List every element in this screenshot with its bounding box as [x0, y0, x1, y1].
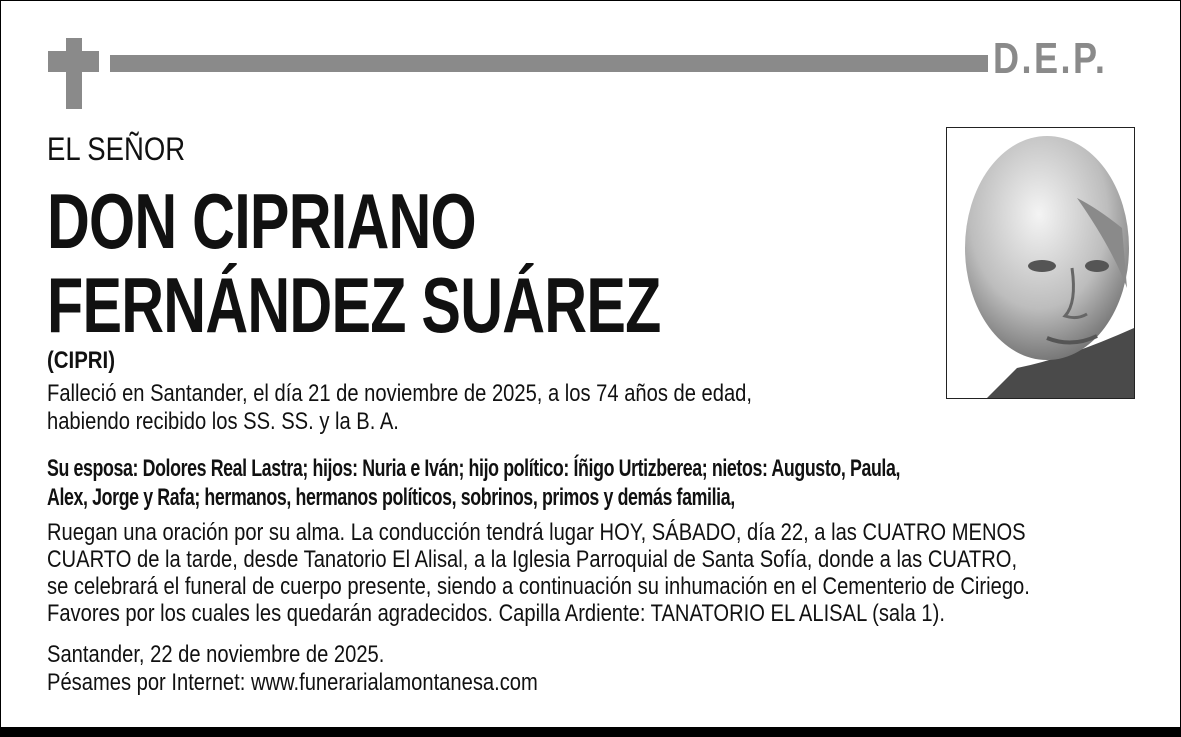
family-line: Su esposa: Dolores Real Lastra; hijos: Nuria e Iván; hijo político: Íñigo Urtizberea; nietos: Augusto, Paula, — [47, 455, 901, 482]
name-line: DON CIPRIANO — [47, 177, 476, 265]
nickname: (CIPRI) — [47, 347, 115, 374]
death-line: Falleció en Santander, el día 21 de noviembre de 2025, a los 74 años de edad, — [47, 380, 752, 407]
footer-web: Pésames por Internet: www.funerarialamontanesa.com — [47, 669, 538, 696]
bottom-bar — [0, 727, 1181, 737]
dep-label: D.E.P. — [993, 34, 1108, 83]
service-line: CUARTO de la tarde, desde Tanatorio El Alisal, a la Iglesia Parroquial de Santa Sofía, donde a las CUATRO, — [47, 546, 1018, 573]
family-line: Alex, Jorge y Rafa; hermanos, hermanos políticos, sobrinos, primos y demás familia, — [47, 484, 735, 511]
cross-icon-arm — [48, 51, 99, 72]
service-line: se celebrará el funeral de cuerpo presente, siendo a continuación su inhumación en el Cementerio de Ciriego. — [47, 573, 1030, 600]
header-rule — [110, 55, 988, 72]
portrait-photo — [946, 127, 1135, 399]
cross-icon — [66, 38, 82, 109]
title: EL SEÑOR — [47, 131, 186, 167]
service-line: Ruegan una oración por su alma. La conducción tendrá lugar HOY, SÁBADO, día 22, a las CUATRO MENOS — [47, 519, 1026, 546]
name-line: FERNÁNDEZ SUÁREZ — [47, 261, 661, 349]
footer-date: Santander, 22 de noviembre de 2025. — [47, 641, 385, 668]
service-line: Favores por los cuales les quedarán agradecidos. Capilla Ardiente: TANATORIO EL ALISAL (sala 1). — [47, 600, 945, 627]
death-line: habiendo recibido los SS. SS. y la B. A. — [47, 408, 399, 435]
